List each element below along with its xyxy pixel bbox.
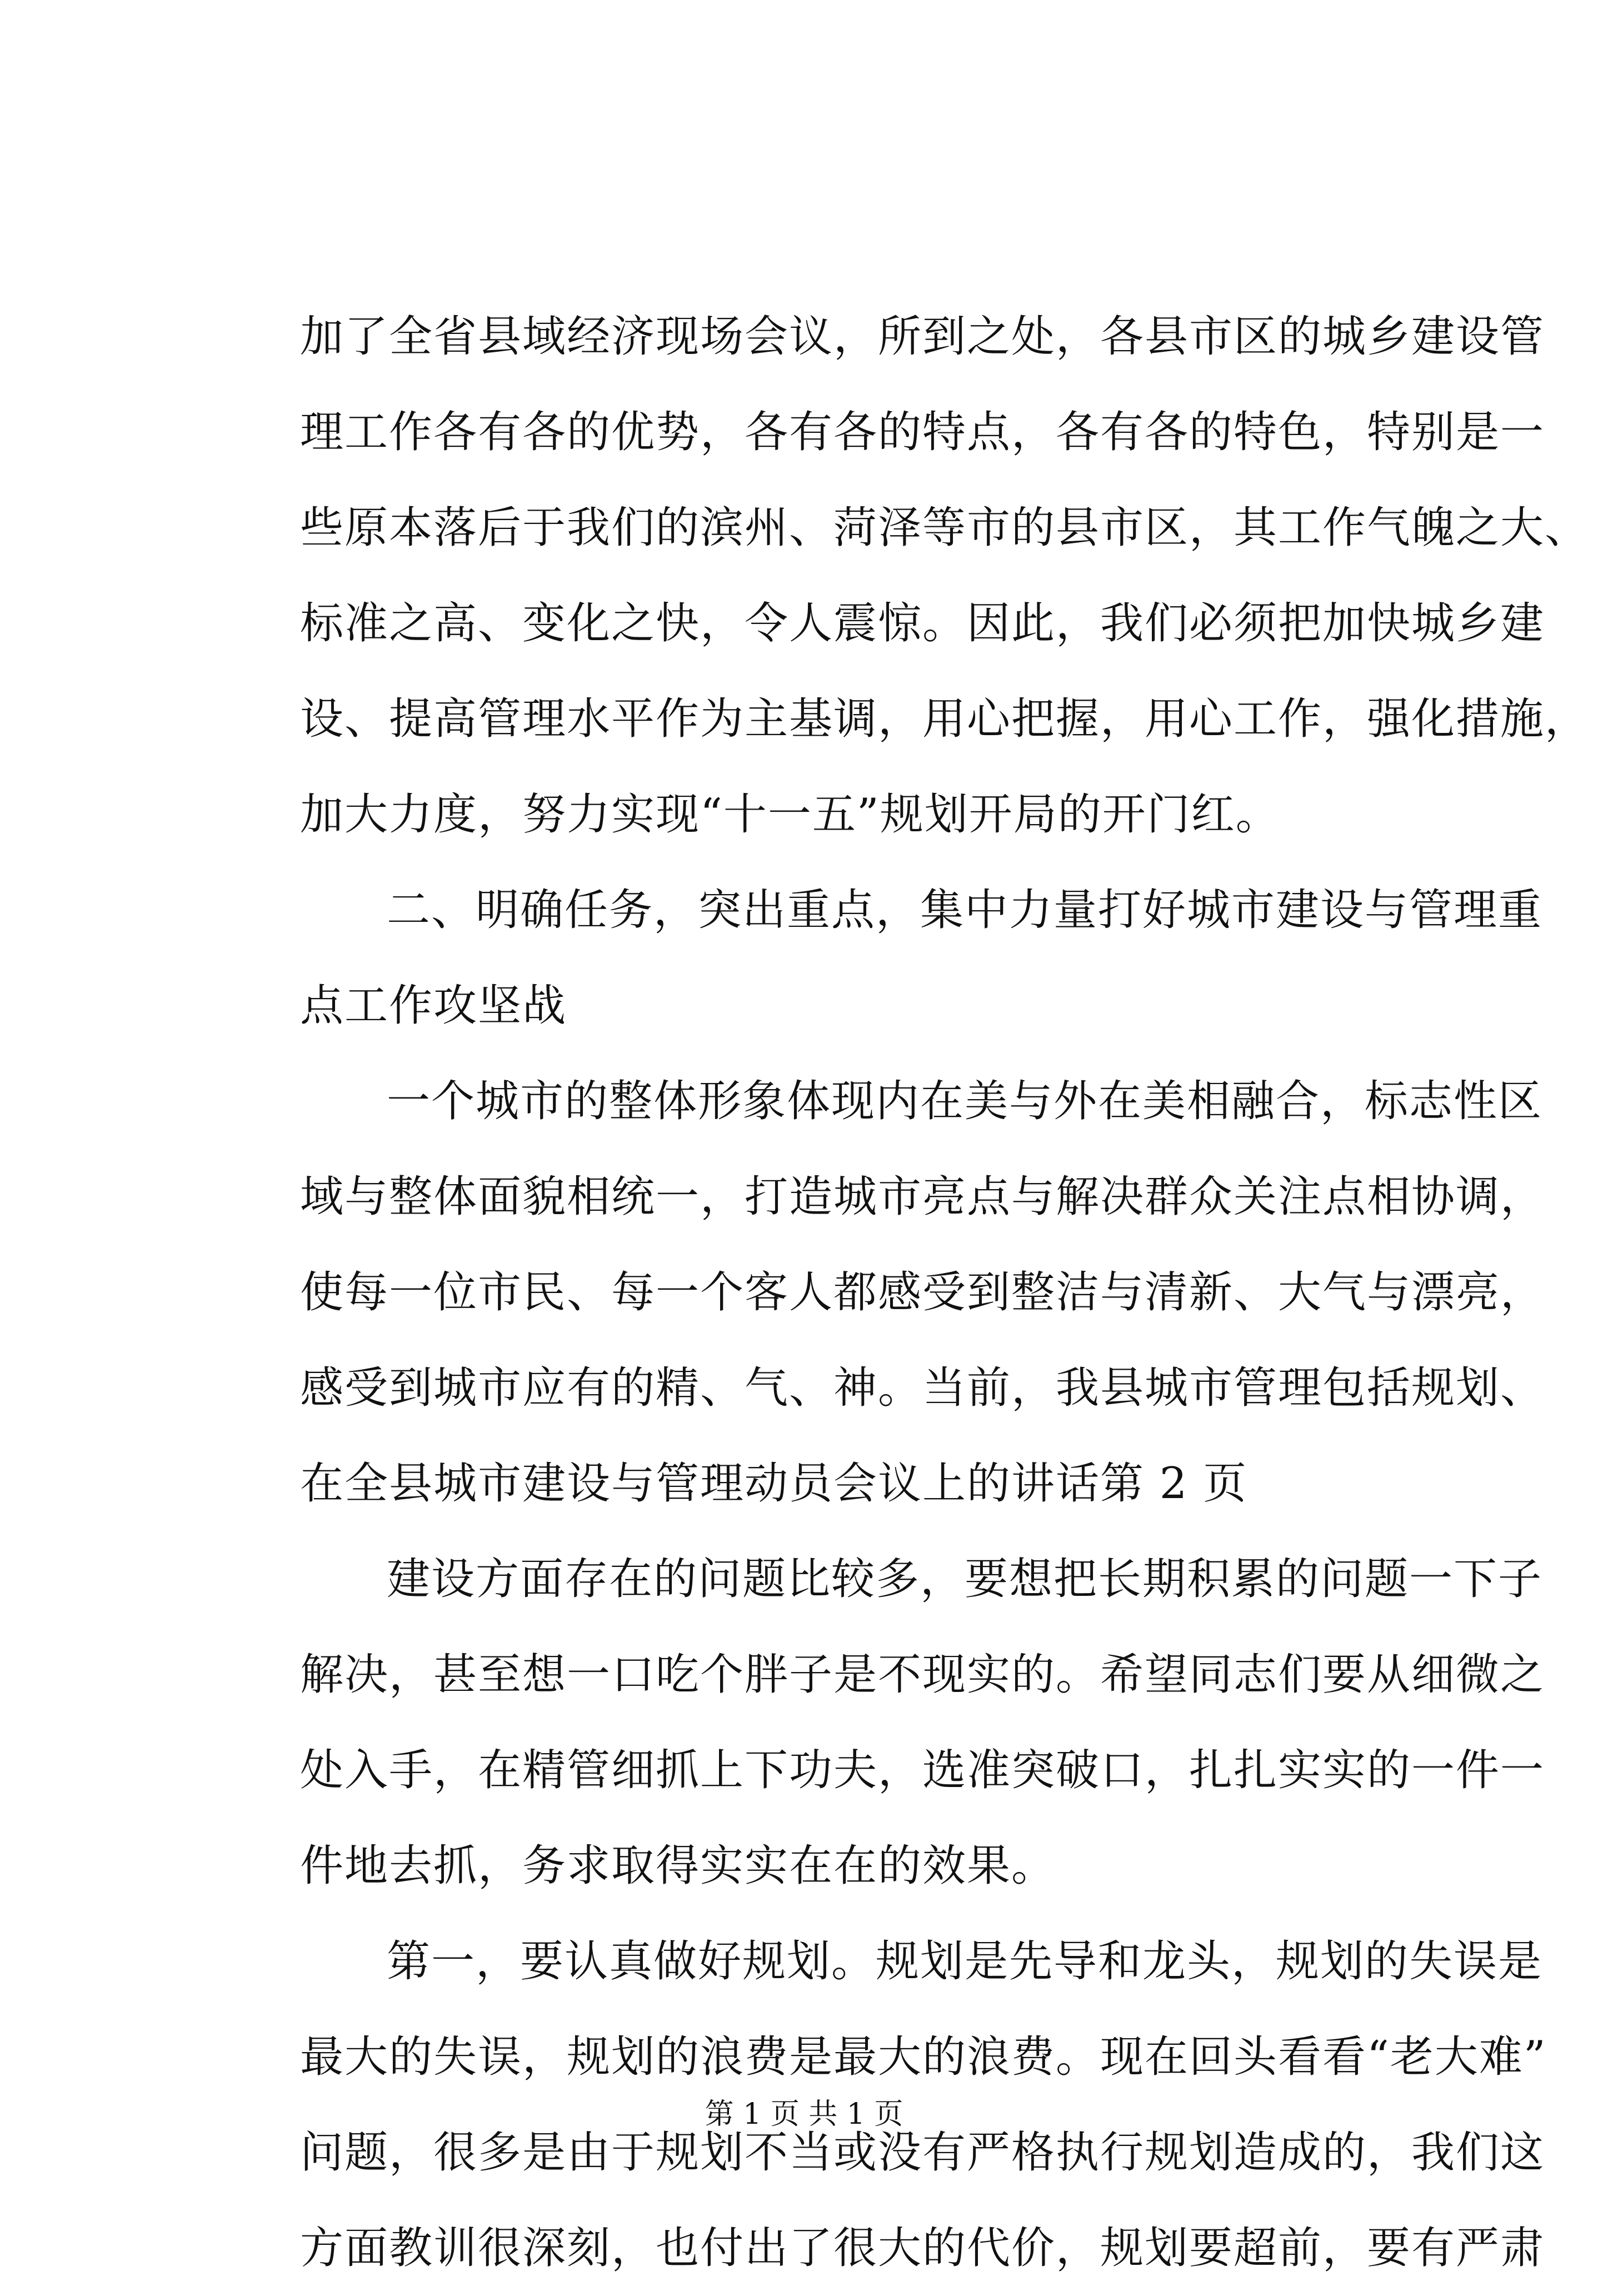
text-line: 最大的失误，规划的浪费是最大的浪费。现在回头看看“老大难” <box>300 2032 1547 2082</box>
page-footer: 第 1 页 共 1 页 <box>705 2098 903 2131</box>
document-body <box>300 289 1590 2296</box>
page-break-title: 在全县城市建设与管理动员会议上的讲话第 2 页 <box>300 1459 1248 1509</box>
text-line: 加了全省县域经济现场会议，所到之处，各县市区的城乡建设管 <box>300 312 1545 362</box>
text-line: 处入手，在精管细抓上下功夫，选准突破口，扎扎实实的一件一 <box>300 1745 1545 1795</box>
text-line: 解决，甚至想一口吃个胖子是不现实的。希望同志们要从细微之 <box>300 1650 1545 1700</box>
text-line: 加大力度，努力实现“十一五”规划开局的开门红。 <box>300 790 1280 840</box>
text-line: 标准之高、变化之快，令人震惊。因此，我们必须把加快城乡建 <box>300 598 1545 648</box>
text-line: 问题，很多是由于规划不当或没有严格执行规划造成的，我们这 <box>300 2128 1545 2178</box>
text-line: 件地去抓，务求取得实实在在的效果。 <box>300 1841 1056 1891</box>
text-line: 一个城市的整体形象体现内在美与外在美相融合，标志性区 <box>387 1076 1543 1126</box>
text-line: 建设方面存在的问题比较多，要想把长期积累的问题一下子 <box>387 1554 1543 1604</box>
section-heading-line: 点工作攻坚战 <box>300 981 567 1031</box>
text-line: 感受到城市应有的精、气、神。当前，我县城市管理包括规划、 <box>300 1363 1545 1413</box>
text-line: 设、提高管理水平作为主基调，用心把握，用心工作，强化措施， <box>300 694 1590 744</box>
text-line: 第一，要认真做好规划。规划是先导和龙头，规划的失误是 <box>387 1936 1543 1986</box>
text-line: 理工作各有各的优势，各有各的特点，各有各的特色，特别是一 <box>300 407 1545 457</box>
section-heading-line: 二、明确任务，突出重点，集中力量打好城市建设与管理重 <box>387 885 1543 935</box>
text-line: 使每一位市民、每一个客人都感受到整洁与清新、大气与漂亮， <box>300 1267 1545 1317</box>
text-line: 些原本落后于我们的滨州、菏泽等市的县市区，其工作气魄之大、 <box>300 503 1590 553</box>
text-line: 方面教训很深刻，也付出了很大的代价，规划要超前，要有严肃 <box>300 2223 1545 2273</box>
text-line: 域与整体面貌相统一，打造城市亮点与解决群众关注点相协调， <box>300 1172 1545 1222</box>
